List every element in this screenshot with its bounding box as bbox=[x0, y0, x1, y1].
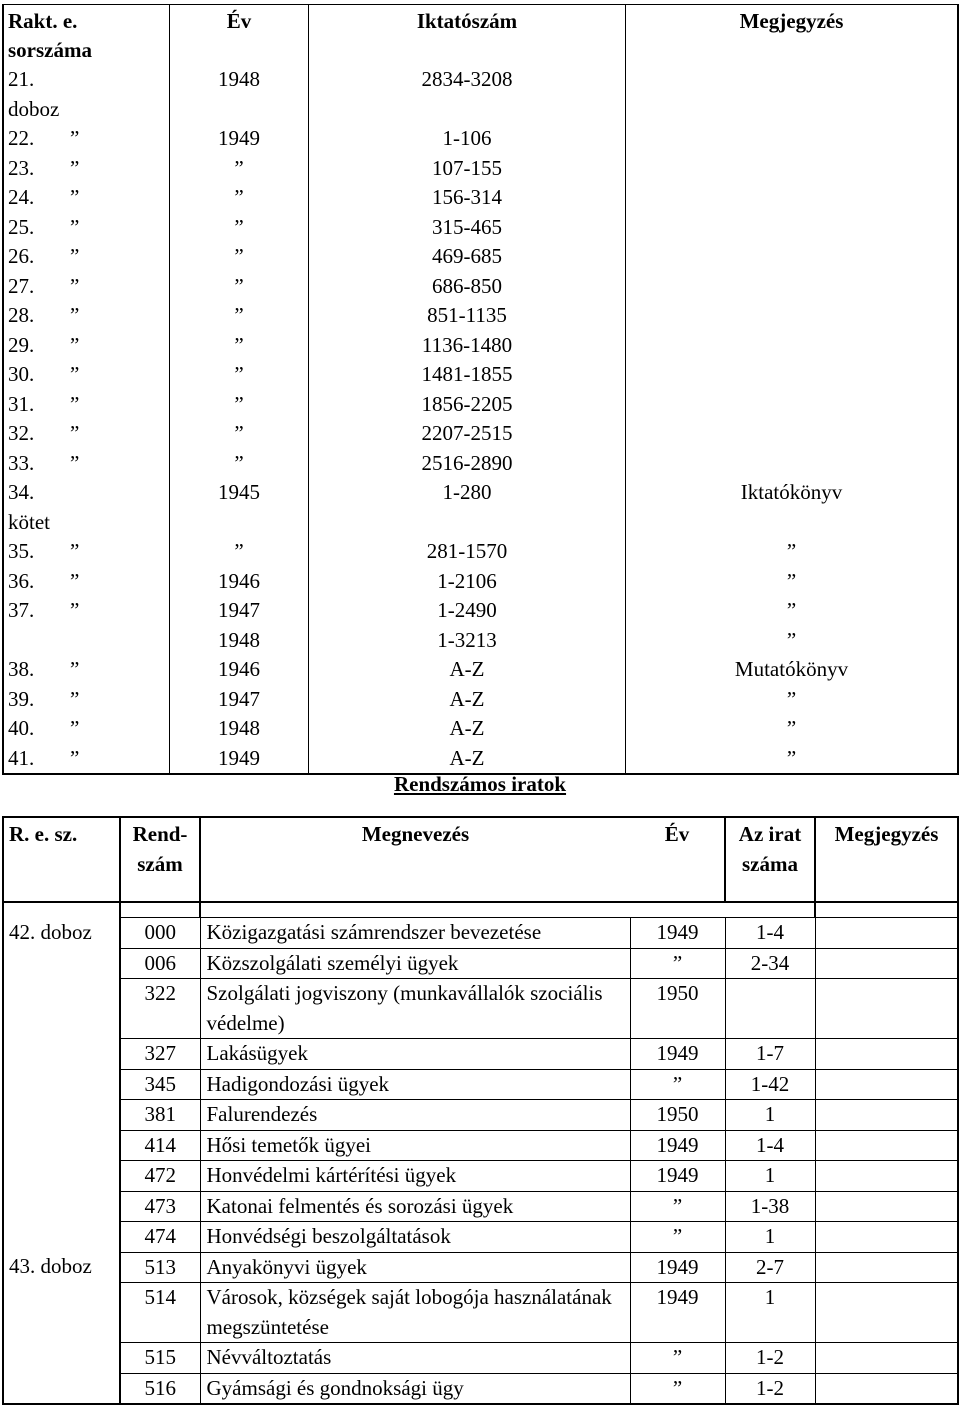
storage-no-cell bbox=[3, 124, 170, 154]
table-row bbox=[3, 154, 958, 184]
storage-no-cell bbox=[3, 301, 170, 331]
storage-no: 40. bbox=[8, 716, 35, 740]
col-header-document-no: Az irat száma bbox=[725, 817, 815, 902]
box-label: 42. doboz bbox=[3, 918, 120, 1253]
remark-cell bbox=[626, 65, 959, 124]
remark-cell: ” bbox=[786, 716, 797, 740]
remark-cell: ” bbox=[786, 568, 797, 593]
table-row bbox=[3, 979, 958, 1039]
ditto-mark: ” bbox=[70, 126, 80, 150]
ditto-mark: ” bbox=[70, 244, 80, 268]
ditto-mark: ” bbox=[70, 303, 80, 327]
remark-cell bbox=[626, 301, 959, 331]
year-cell: 1946 bbox=[170, 567, 309, 597]
year-cell: 1949 bbox=[630, 1161, 725, 1192]
remark-cell bbox=[626, 183, 959, 213]
document-no-cell: 1-4 bbox=[725, 918, 815, 949]
ditto-mark: ” bbox=[70, 716, 80, 740]
code-cell: 474 bbox=[120, 1222, 200, 1253]
registration-no-cell: 1-3213 bbox=[309, 626, 626, 656]
table-row bbox=[3, 1283, 958, 1343]
storage-no: 25. bbox=[8, 214, 35, 239]
storage-no-cell bbox=[3, 596, 170, 626]
ditto-mark: ” bbox=[70, 391, 80, 416]
remark-cell bbox=[626, 419, 959, 449]
remark-cell bbox=[815, 1252, 958, 1283]
registration-no-cell: 686-850 bbox=[309, 272, 626, 302]
document-no-cell: 2-7 bbox=[725, 1252, 815, 1283]
col-header-remark: Megjegyzés bbox=[739, 9, 844, 33]
registration-no-cell: 1-2106 bbox=[309, 567, 626, 597]
year-cell: ” bbox=[630, 1069, 725, 1100]
storage-no: 34. kötet bbox=[8, 480, 50, 534]
remark-cell: ” bbox=[786, 686, 797, 711]
remark-cell bbox=[815, 948, 958, 979]
remark-cell bbox=[626, 154, 959, 184]
year-cell: 1949 bbox=[630, 1283, 725, 1343]
table-row bbox=[3, 213, 958, 243]
year-cell: ” bbox=[170, 537, 309, 567]
storage-no-cell bbox=[3, 360, 170, 390]
ditto-mark: ” bbox=[70, 657, 80, 681]
col-header-storage-no: R. e. sz. bbox=[3, 817, 120, 902]
remark-cell bbox=[815, 1373, 958, 1404]
year-cell: 1947 bbox=[170, 596, 309, 626]
table-header-row bbox=[3, 5, 958, 66]
table-row bbox=[3, 478, 958, 537]
year-cell: 1949 bbox=[170, 124, 309, 154]
year-cell: 1945 bbox=[170, 478, 309, 537]
remark-cell bbox=[626, 242, 959, 272]
registration-no-cell: 156-314 bbox=[309, 183, 626, 213]
code-cell: 006 bbox=[120, 948, 200, 979]
storage-no: 24. bbox=[8, 185, 35, 209]
storage-no-cell bbox=[3, 567, 170, 597]
storage-no-cell bbox=[3, 183, 170, 213]
remark-cell bbox=[815, 1222, 958, 1253]
registration-no-cell: A-Z bbox=[309, 655, 626, 685]
ditto-mark: ” bbox=[70, 421, 80, 445]
storage-no-cell bbox=[3, 65, 170, 124]
storage-no-cell bbox=[3, 390, 170, 420]
storage-no-cell bbox=[3, 626, 170, 656]
registration-no-cell: A-Z bbox=[309, 685, 626, 715]
registration-no-cell: 315-465 bbox=[309, 213, 626, 243]
remark-cell bbox=[626, 331, 959, 361]
year-cell: 1949 bbox=[170, 744, 309, 775]
table-row bbox=[3, 1343, 958, 1374]
ditto-mark: ” bbox=[70, 214, 80, 239]
document-no-cell: 1-7 bbox=[725, 1039, 815, 1070]
remark-cell bbox=[815, 1039, 958, 1070]
title-cell: Honvédségi beszolgáltatások bbox=[200, 1222, 630, 1253]
registration-no-cell: 2516-2890 bbox=[309, 449, 626, 479]
storage-no: 29. bbox=[8, 332, 35, 357]
title-cell: Hősi temetők ügyei bbox=[200, 1130, 630, 1161]
title-cell: Szolgálati jogviszony (munkavállalók szociális védelme) bbox=[200, 979, 630, 1039]
ditto-mark: ” bbox=[70, 686, 80, 711]
table-row bbox=[3, 1130, 958, 1161]
table-header-row bbox=[3, 817, 958, 902]
ditto-mark: ” bbox=[70, 155, 80, 180]
code-cell: 513 bbox=[120, 1252, 200, 1283]
year-cell: 1948 bbox=[170, 65, 309, 124]
table-row bbox=[3, 124, 958, 154]
year-cell: ” bbox=[170, 272, 309, 302]
remark-cell bbox=[815, 1161, 958, 1192]
table-row bbox=[3, 1100, 958, 1131]
ditto-mark: ” bbox=[70, 568, 80, 593]
ditto-mark: ” bbox=[70, 185, 80, 209]
registration-no-cell: 1-280 bbox=[309, 478, 626, 537]
storage-no-cell bbox=[3, 242, 170, 272]
year-cell: 1949 bbox=[630, 1039, 725, 1070]
year-cell: 1948 bbox=[170, 626, 309, 656]
year-cell: ” bbox=[170, 360, 309, 390]
ditto-mark: ” bbox=[70, 745, 80, 770]
col-header-year: Év bbox=[170, 5, 309, 66]
storage-no-cell bbox=[3, 449, 170, 479]
year-cell: 1950 bbox=[630, 1100, 725, 1131]
remark-cell bbox=[815, 1069, 958, 1100]
registration-no-cell: 1-106 bbox=[309, 124, 626, 154]
title-cell: Lakásügyek bbox=[200, 1039, 630, 1070]
year-cell: ” bbox=[170, 154, 309, 184]
code-cell: 345 bbox=[120, 1069, 200, 1100]
year-cell: ” bbox=[170, 183, 309, 213]
title-cell: Anyakönyvi ügyek bbox=[200, 1252, 630, 1283]
table-row bbox=[3, 567, 958, 597]
document-no-cell: 1-42 bbox=[725, 1069, 815, 1100]
remark-cell: Mutatókönyv bbox=[734, 657, 849, 681]
storage-no: 33. bbox=[8, 450, 35, 475]
col-header-storage-no: Rakt. e. sorszáma bbox=[3, 5, 170, 66]
year-cell: ” bbox=[170, 390, 309, 420]
remark-cell bbox=[815, 1191, 958, 1222]
registration-no-cell: 2834-3208 bbox=[309, 65, 626, 124]
remark-cell: ” bbox=[786, 627, 797, 652]
storage-no-cell bbox=[3, 272, 170, 302]
remark-cell bbox=[815, 1283, 958, 1343]
table-row bbox=[3, 655, 958, 685]
year-cell: 1949 bbox=[630, 918, 725, 949]
year-cell: 1947 bbox=[170, 685, 309, 715]
document-no-cell: 2-34 bbox=[725, 948, 815, 979]
document-no-cell: 1-2 bbox=[725, 1373, 815, 1404]
document-no-cell bbox=[725, 979, 815, 1039]
year-cell: ” bbox=[630, 948, 725, 979]
remark-cell bbox=[626, 360, 959, 390]
title-cell: Gyámsági és gondnoksági ügy bbox=[200, 1373, 630, 1404]
storage-no-cell bbox=[3, 685, 170, 715]
year-cell: ” bbox=[170, 242, 309, 272]
section-title: Rendszámos iratok bbox=[393, 772, 567, 796]
registration-no-cell: 851-1135 bbox=[309, 301, 626, 331]
document-no-cell: 1 bbox=[725, 1283, 815, 1343]
remark-cell bbox=[626, 272, 959, 302]
code-cell: 515 bbox=[120, 1343, 200, 1374]
table-row bbox=[3, 714, 958, 744]
box-label: 43. doboz bbox=[3, 1252, 120, 1404]
table-row bbox=[3, 183, 958, 213]
storage-no: 28. bbox=[8, 303, 35, 327]
year-cell: ” bbox=[630, 1373, 725, 1404]
year-cell: ” bbox=[170, 449, 309, 479]
storage-no: 31. bbox=[8, 391, 35, 416]
storage-no-cell bbox=[3, 478, 170, 537]
code-cell: 514 bbox=[120, 1283, 200, 1343]
storage-list-table bbox=[2, 4, 959, 775]
storage-no: 37. bbox=[8, 598, 35, 622]
table-row bbox=[3, 242, 958, 272]
code-cell: 414 bbox=[120, 1130, 200, 1161]
year-cell: 1948 bbox=[170, 714, 309, 744]
storage-no: 23. bbox=[8, 155, 35, 180]
storage-no-cell bbox=[3, 714, 170, 744]
ditto-mark: ” bbox=[70, 539, 80, 563]
numbered-documents-table bbox=[2, 816, 959, 1405]
code-cell: 381 bbox=[120, 1100, 200, 1131]
storage-list-body bbox=[3, 65, 958, 774]
storage-no-cell bbox=[3, 154, 170, 184]
table-row bbox=[3, 360, 958, 390]
registration-no-cell: 1-2490 bbox=[309, 596, 626, 626]
registration-no-cell: 107-155 bbox=[309, 154, 626, 184]
storage-no: 21. doboz bbox=[8, 67, 60, 121]
storage-no: 26. bbox=[8, 244, 35, 268]
table-row bbox=[3, 1252, 958, 1283]
table-row bbox=[3, 685, 958, 715]
storage-no: 41. bbox=[8, 745, 35, 770]
year-cell: 1946 bbox=[170, 655, 309, 685]
table-row bbox=[3, 390, 958, 420]
year-cell: ” bbox=[170, 331, 309, 361]
storage-no-cell bbox=[3, 537, 170, 567]
table-row bbox=[3, 1191, 958, 1222]
remark-cell bbox=[626, 213, 959, 243]
storage-no-cell bbox=[3, 655, 170, 685]
ditto-mark: ” bbox=[70, 598, 80, 622]
storage-no-cell bbox=[3, 213, 170, 243]
storage-no: 35. bbox=[8, 539, 35, 563]
storage-no: 36. bbox=[8, 568, 35, 593]
table-row bbox=[3, 1039, 958, 1070]
storage-no: 39. bbox=[8, 686, 35, 711]
remark-cell bbox=[626, 124, 959, 154]
title-cell: Névváltoztatás bbox=[200, 1343, 630, 1374]
document-no-cell: 1-38 bbox=[725, 1191, 815, 1222]
col-header-remark: Megjegyzés bbox=[815, 817, 958, 902]
table-row bbox=[3, 65, 958, 124]
registration-no-cell: 1856-2205 bbox=[309, 390, 626, 420]
table-row bbox=[3, 918, 958, 949]
storage-no-cell bbox=[3, 419, 170, 449]
remark-cell: ” bbox=[786, 598, 797, 622]
storage-no-cell bbox=[3, 331, 170, 361]
col-header-code: Rend-szám bbox=[120, 817, 200, 902]
title-cell: Honvédelmi kártérítési ügyek bbox=[200, 1161, 630, 1192]
table-row bbox=[3, 948, 958, 979]
storage-no: 22. bbox=[8, 126, 35, 150]
year-cell: ” bbox=[630, 1191, 725, 1222]
registration-no-cell: A-Z bbox=[309, 744, 626, 775]
col-header-title: Megnevezés bbox=[200, 817, 630, 902]
remark-cell: ” bbox=[786, 539, 797, 563]
ditto-mark: ” bbox=[70, 332, 80, 357]
code-cell: 322 bbox=[120, 979, 200, 1039]
title-cell: Városok, községek saját lobogója használatának megszüntetése bbox=[200, 1283, 630, 1343]
col-header-registration-no: Iktatószám bbox=[309, 5, 626, 66]
ditto-mark: ” bbox=[70, 273, 80, 298]
title-cell: Hadigondozási ügyek bbox=[200, 1069, 630, 1100]
remark-cell bbox=[815, 979, 958, 1039]
registration-no-cell: A-Z bbox=[309, 714, 626, 744]
table-row bbox=[3, 1161, 958, 1192]
title-cell: Közigazgatási számrendszer bevezetése bbox=[200, 918, 630, 949]
document-no-cell: 1 bbox=[725, 1100, 815, 1131]
table-row bbox=[3, 419, 958, 449]
table-row bbox=[3, 301, 958, 331]
col-header-year: Év bbox=[630, 817, 725, 902]
registration-no-cell: 469-685 bbox=[309, 242, 626, 272]
remark-cell bbox=[626, 449, 959, 479]
remark-cell bbox=[815, 1100, 958, 1131]
remark-cell bbox=[626, 390, 959, 420]
year-cell: 1950 bbox=[630, 979, 725, 1039]
remark-cell bbox=[815, 1130, 958, 1161]
storage-no: 30. bbox=[8, 362, 35, 386]
title-cell: Közszolgálati személyi ügyek bbox=[200, 948, 630, 979]
year-cell: ” bbox=[170, 419, 309, 449]
registration-no-cell: 1136-1480 bbox=[309, 331, 626, 361]
table-row bbox=[3, 626, 958, 656]
table-row bbox=[3, 537, 958, 567]
table-row bbox=[3, 331, 958, 361]
table-row bbox=[3, 1069, 958, 1100]
remark-cell: ” bbox=[786, 745, 797, 770]
remark-cell: Iktatókönyv bbox=[740, 480, 843, 504]
year-cell: ” bbox=[630, 1222, 725, 1253]
table-row bbox=[3, 596, 958, 626]
registration-no-cell: 281-1570 bbox=[309, 537, 626, 567]
document-no-cell: 1-4 bbox=[725, 1130, 815, 1161]
ditto-mark: ” bbox=[70, 450, 80, 475]
title-cell: Katonai felmentés és sorozási ügyek bbox=[200, 1191, 630, 1222]
code-cell: 473 bbox=[120, 1191, 200, 1222]
table-row bbox=[3, 449, 958, 479]
code-cell: 516 bbox=[120, 1373, 200, 1404]
year-cell: 1949 bbox=[630, 1130, 725, 1161]
numbered-documents-body bbox=[3, 902, 958, 1404]
year-cell: 1949 bbox=[630, 1252, 725, 1283]
registration-no-cell: 2207-2515 bbox=[309, 419, 626, 449]
storage-no: 32. bbox=[8, 421, 35, 445]
table-row bbox=[3, 272, 958, 302]
spacer-row bbox=[3, 902, 958, 918]
year-cell: ” bbox=[170, 301, 309, 331]
storage-no: 38. bbox=[8, 657, 35, 681]
document-no-cell: 1-2 bbox=[725, 1343, 815, 1374]
year-cell: ” bbox=[170, 213, 309, 243]
table-row bbox=[3, 1373, 958, 1404]
storage-no: 27. bbox=[8, 273, 35, 298]
code-cell: 000 bbox=[120, 918, 200, 949]
code-cell: 327 bbox=[120, 1039, 200, 1070]
document-no-cell: 1 bbox=[725, 1222, 815, 1253]
registration-no-cell: 1481-1855 bbox=[309, 360, 626, 390]
code-cell: 472 bbox=[120, 1161, 200, 1192]
table-row bbox=[3, 1222, 958, 1253]
title-cell: Falurendezés bbox=[200, 1100, 630, 1131]
remark-cell bbox=[815, 918, 958, 949]
ditto-mark: ” bbox=[70, 362, 80, 386]
year-cell: ” bbox=[630, 1343, 725, 1374]
document-no-cell: 1 bbox=[725, 1161, 815, 1192]
remark-cell bbox=[815, 1343, 958, 1374]
